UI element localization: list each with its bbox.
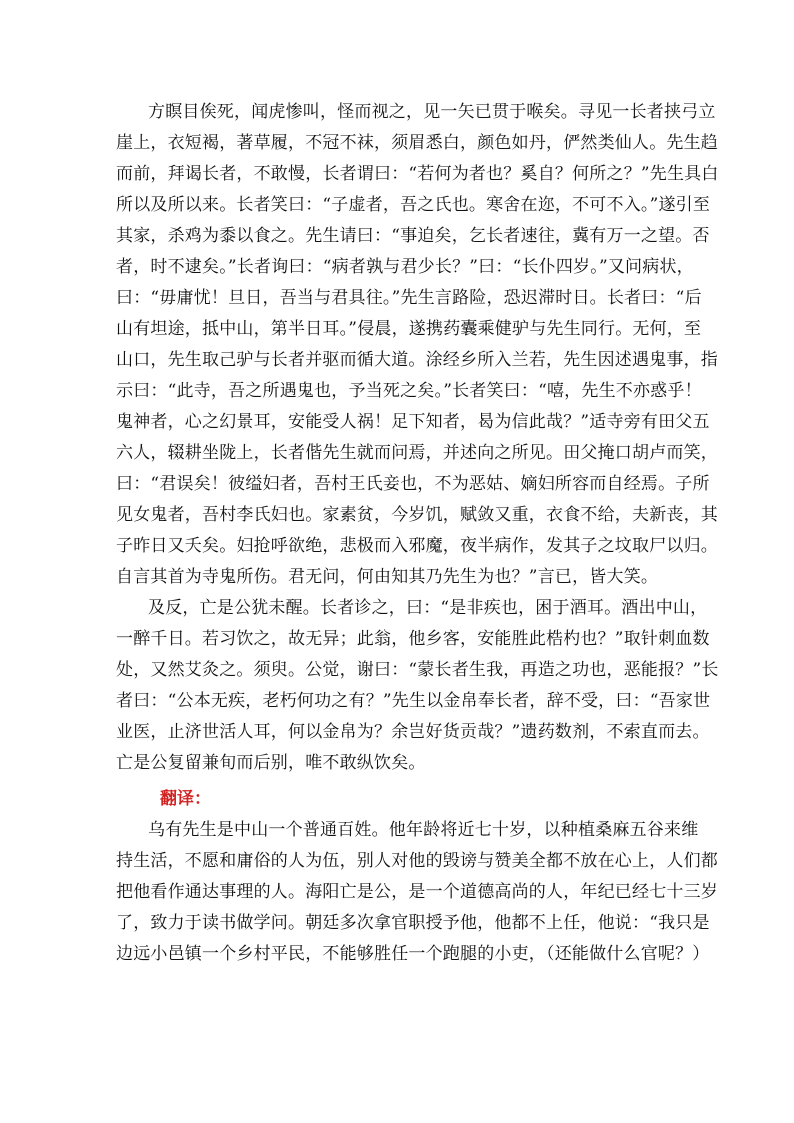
text-line: 及反，亡是公犹未醒。长者诊之，曰：“是非疾也，困于酒耳。酒出中山， bbox=[148, 598, 708, 618]
text-line: 子昨日又夭矣。妇抢呼欲绝，悲极而入邪魔，夜半病作，发其子之坟取尸以归。 bbox=[116, 536, 718, 556]
text-line: 业医，止济世活人耳，何以金帛为？余岂好货贡哉？”遗药数剂，不索直而去。 bbox=[116, 722, 710, 742]
text-line: 曰：“君误矣！彼缢妇者，吾村王氏妾也，不为恶姑、嫡妇所容而自经焉。子所 bbox=[116, 474, 710, 494]
text-line: 亡是公复留兼旬而后别，唯不敢纵饮矣。 bbox=[116, 753, 426, 773]
text-line: 六人，辍耕坐陇上，长者偕先生就而问焉，并述向之所见。田父掩口胡卢而笑， bbox=[116, 443, 718, 463]
translation-line: 了，致力于读书做学问。朝廷多次拿官职授予他，他都不上任，他说：“我只是 bbox=[116, 913, 710, 933]
text-line: 所以及所以来。长者笑曰：“子虚者，吾之氏也。寒舍在迩，不可不入。”遂引至 bbox=[116, 195, 711, 215]
translation-heading: 翻译： bbox=[160, 789, 211, 809]
text-line: 其家，杀鸡为黍以食之。先生请曰：“事迫矣，乞长者速往，冀有万一之望。否 bbox=[116, 226, 710, 246]
text-line: 一醉千日。若习饮之，故无异；此翁，他乡客，安能胜此梏杓也？”取针刺血数 bbox=[116, 629, 710, 649]
text-line: 而前，拜谒长者，不敢慢，长者谓曰：“若何为者也？奚自？何所之？”先生具白 bbox=[116, 164, 719, 184]
text-line: 曰：“毋庸忧！旦日，吾当与君具往。”先生言路险，恐迟滞时日。长者曰：“后 bbox=[116, 288, 702, 308]
translation-line: 持生活，不愿和庸俗的人为伍，别人对他的毁谤与赞美全都不放在心上，人们都 bbox=[116, 851, 718, 871]
translation-line: 边远小邑镇一个乡村平民，不能够胜任一个跑腿的小吏，（还能做什么官呢？） bbox=[116, 944, 710, 964]
text-line: 方瞑目俟死，闻虎惨叫，怪而视之，见一矢已贯于喉矣。寻见一长者挟弓立 bbox=[148, 102, 716, 122]
text-line: 示曰：“此寺，吾之所遇鬼也，予当死之矣。”长者笑曰：“嘻，先生不亦惑乎！ bbox=[116, 381, 702, 401]
translation-line: 把他看作通达事理的人。海阳亡是公，是一个道德高尚的人，年纪已经七十三岁 bbox=[116, 882, 718, 902]
text-line: 处，又然艾灸之。须臾。公觉，谢曰：“蒙长者生我，再造之功也，恶能报？”长 bbox=[116, 660, 719, 680]
translation-line: 乌有先生是中山一个普通百姓。他年龄将近七十岁，以种植桑麻五谷来维 bbox=[148, 820, 699, 840]
text-line: 自言其首为寺鬼所伤。君无问，何由知其乃先生为也？”言已，皆大笑。 bbox=[116, 567, 659, 587]
text-line: 鬼神者，心之幻景耳，安能受人祸！足下知者，曷为信此哉？”适寺旁有田父五 bbox=[116, 412, 710, 432]
text-line: 者曰：“公本无疾，老朽何功之有？”先生以金帛奉长者，辞不受，曰：“吾家世 bbox=[116, 691, 711, 711]
text-line: 崖上，衣短褐，著草履，不冠不袜，须眉悉白，颜色如丹，俨然类仙人。先生趋 bbox=[116, 133, 718, 153]
text-line: 见女鬼者，吾村李氏妇也。家素贫，今岁饥，赋敛又重，衣食不给，夫新丧，其 bbox=[116, 505, 718, 525]
text-line: 山有坦途，抵中山，第半日耳。”侵晨，遂携药囊乘健驴与先生同行。无何，至 bbox=[116, 319, 702, 339]
text-line: 山口，先生取己驴与长者并驱而循大道。涂经乡所入兰若，先生因述遇鬼事，指 bbox=[116, 350, 718, 370]
text-line: 者，时不逮矣。”长者询曰：“病者孰与君少长？”曰：“长仆四岁。”又问病状， bbox=[116, 257, 694, 277]
